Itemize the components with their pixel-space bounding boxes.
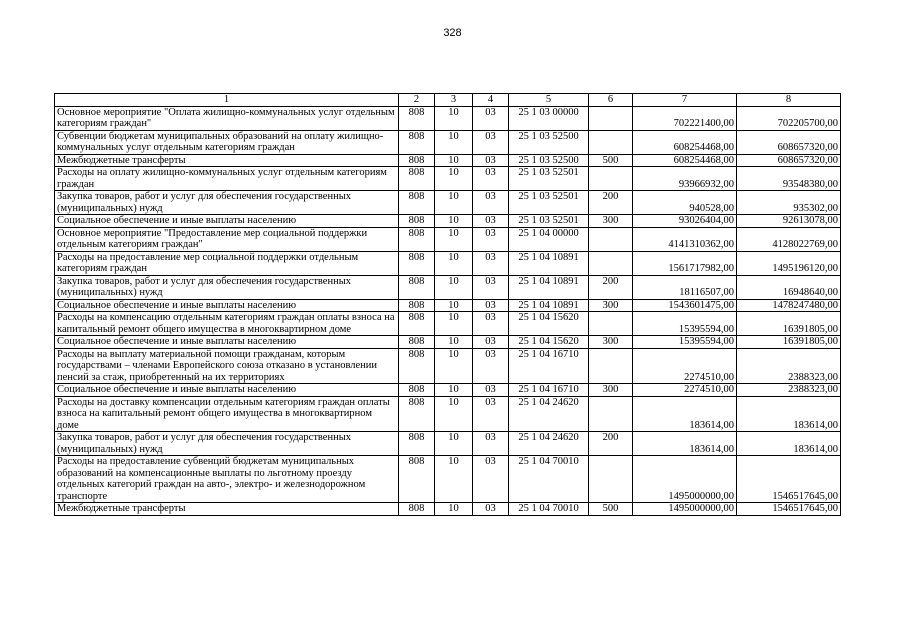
amount-year2-cell: 183614,00 bbox=[737, 396, 841, 432]
amount-year1-cell: 183614,00 bbox=[633, 396, 737, 432]
amount-year2-cell: 608657320,00 bbox=[737, 130, 841, 154]
target-article-cell: 25 1 03 52500 bbox=[509, 154, 589, 167]
rzpr-cell: 808 bbox=[399, 432, 435, 456]
target-article-cell: 25 1 04 10891 bbox=[509, 275, 589, 299]
amount-year1-cell: 608254468,00 bbox=[633, 130, 737, 154]
row-name-cell: Расходы на выплату материальной помощи гражданам, которым государствами – членами Европейского союза отказано в установлении пенсий за стаж, приобретенный на их территориях bbox=[55, 348, 399, 384]
expense-type-cell: 500 bbox=[589, 503, 633, 516]
subsection-cell: 03 bbox=[473, 456, 509, 503]
amount-year1-cell: 93026404,00 bbox=[633, 215, 737, 228]
amount-year1-cell: 183614,00 bbox=[633, 432, 737, 456]
section-cell: 10 bbox=[435, 106, 473, 130]
amount-year2-cell: 183614,00 bbox=[737, 432, 841, 456]
header-row bbox=[55, 94, 841, 107]
expense-type-cell: 500 bbox=[589, 154, 633, 167]
row-name-cell: Расходы на предоставление мер социальной поддержки отдельным категориям граждан bbox=[55, 251, 399, 275]
row-name-cell: Межбюджетные трансферты bbox=[55, 503, 399, 516]
rzpr-cell: 808 bbox=[399, 456, 435, 503]
target-article-cell: 25 1 04 10891 bbox=[509, 299, 589, 312]
amount-year2-cell: 4128022769,00 bbox=[737, 227, 841, 251]
subsection-cell: 03 bbox=[473, 336, 509, 349]
row-name-cell: Закупка товаров, работ и услуг для обеспечения государственных (муниципальных) нужд bbox=[55, 191, 399, 215]
section-cell: 10 bbox=[435, 154, 473, 167]
expense-type-cell bbox=[589, 396, 633, 432]
amount-year1-cell: 940528,00 bbox=[633, 191, 737, 215]
row-name-cell: Основное мероприятие "Оплата жилищно-коммунальных услуг отдельным категориям граждан" bbox=[55, 106, 399, 130]
column-header: 2 bbox=[399, 94, 435, 107]
subsection-cell: 03 bbox=[473, 215, 509, 228]
table-row bbox=[55, 251, 841, 275]
amount-year1-cell: 93966932,00 bbox=[633, 167, 737, 191]
section-cell: 10 bbox=[435, 215, 473, 228]
table-row bbox=[55, 312, 841, 336]
table-row bbox=[55, 299, 841, 312]
amount-year2-cell: 93548380,00 bbox=[737, 167, 841, 191]
section-cell: 10 bbox=[435, 299, 473, 312]
table-row bbox=[55, 456, 841, 503]
target-article-cell: 25 1 03 52501 bbox=[509, 167, 589, 191]
rzpr-cell: 808 bbox=[399, 227, 435, 251]
table-row bbox=[55, 275, 841, 299]
section-cell: 10 bbox=[435, 348, 473, 384]
amount-year1-cell: 702221400,00 bbox=[633, 106, 737, 130]
subsection-cell: 03 bbox=[473, 384, 509, 397]
target-article-cell: 25 1 04 16710 bbox=[509, 384, 589, 397]
amount-year1-cell: 2274510,00 bbox=[633, 348, 737, 384]
table-row bbox=[55, 384, 841, 397]
rzpr-cell: 808 bbox=[399, 384, 435, 397]
row-name-cell: Расходы на предоставление субвенций бюджетам муниципальных образований на компенсационные выплаты по льготному проезду отдельных категорий граждан на авто-, электро- и железнодорожном транспорте bbox=[55, 456, 399, 503]
target-article-cell: 25 1 04 24620 bbox=[509, 432, 589, 456]
amount-year2-cell: 16391805,00 bbox=[737, 312, 841, 336]
table-row bbox=[55, 348, 841, 384]
amount-year1-cell: 15395594,00 bbox=[633, 312, 737, 336]
amount-year2-cell: 1495196120,00 bbox=[737, 251, 841, 275]
section-cell: 10 bbox=[435, 251, 473, 275]
section-cell: 10 bbox=[435, 432, 473, 456]
target-article-cell: 25 1 04 15620 bbox=[509, 312, 589, 336]
budget-table bbox=[54, 93, 841, 516]
target-article-cell: 25 1 03 52501 bbox=[509, 215, 589, 228]
table-row bbox=[55, 227, 841, 251]
section-cell: 10 bbox=[435, 312, 473, 336]
table-row bbox=[55, 215, 841, 228]
expense-type-cell: 200 bbox=[589, 191, 633, 215]
section-cell: 10 bbox=[435, 191, 473, 215]
amount-year1-cell: 608254468,00 bbox=[633, 154, 737, 167]
section-cell: 10 bbox=[435, 456, 473, 503]
amount-year2-cell: 16391805,00 bbox=[737, 336, 841, 349]
rzpr-cell: 808 bbox=[399, 299, 435, 312]
target-article-cell: 25 1 03 52501 bbox=[509, 191, 589, 215]
subsection-cell: 03 bbox=[473, 312, 509, 336]
row-name-cell: Социальное обеспечение и иные выплаты населению bbox=[55, 336, 399, 349]
expense-type-cell bbox=[589, 348, 633, 384]
subsection-cell: 03 bbox=[473, 503, 509, 516]
rzpr-cell: 808 bbox=[399, 312, 435, 336]
expense-type-cell bbox=[589, 456, 633, 503]
amount-year2-cell: 608657320,00 bbox=[737, 154, 841, 167]
table-row bbox=[55, 432, 841, 456]
amount-year2-cell: 1546517645,00 bbox=[737, 456, 841, 503]
table-row bbox=[55, 336, 841, 349]
amount-year2-cell: 2388323,00 bbox=[737, 384, 841, 397]
section-cell: 10 bbox=[435, 227, 473, 251]
row-name-cell: Субвенции бюджетам муниципальных образований на оплату жилищно-коммунальных услуг отдельным категориям граждан bbox=[55, 130, 399, 154]
subsection-cell: 03 bbox=[473, 154, 509, 167]
subsection-cell: 03 bbox=[473, 191, 509, 215]
column-header: 3 bbox=[435, 94, 473, 107]
table-row bbox=[55, 154, 841, 167]
amount-year1-cell: 1495000000,00 bbox=[633, 456, 737, 503]
amount-year1-cell: 18116507,00 bbox=[633, 275, 737, 299]
table-row bbox=[55, 106, 841, 130]
section-cell: 10 bbox=[435, 167, 473, 191]
subsection-cell: 03 bbox=[473, 348, 509, 384]
target-article-cell: 25 1 03 52500 bbox=[509, 130, 589, 154]
expense-type-cell: 300 bbox=[589, 215, 633, 228]
row-name-cell: Социальное обеспечение и иные выплаты населению bbox=[55, 215, 399, 228]
expense-type-cell bbox=[589, 106, 633, 130]
target-article-cell: 25 1 04 70010 bbox=[509, 503, 589, 516]
target-article-cell: 25 1 03 00000 bbox=[509, 106, 589, 130]
rzpr-cell: 808 bbox=[399, 251, 435, 275]
section-cell: 10 bbox=[435, 384, 473, 397]
amount-year1-cell: 1543601475,00 bbox=[633, 299, 737, 312]
section-cell: 10 bbox=[435, 130, 473, 154]
target-article-cell: 25 1 04 24620 bbox=[509, 396, 589, 432]
rzpr-cell: 808 bbox=[399, 106, 435, 130]
expense-type-cell bbox=[589, 251, 633, 275]
expense-type-cell bbox=[589, 312, 633, 336]
section-cell: 10 bbox=[435, 503, 473, 516]
amount-year1-cell: 4141310362,00 bbox=[633, 227, 737, 251]
rzpr-cell: 808 bbox=[399, 348, 435, 384]
subsection-cell: 03 bbox=[473, 167, 509, 191]
row-name-cell: Расходы на компенсацию отдельным категориям граждан оплаты взноса на капитальный ремонт общего имущества в многоквартирном доме bbox=[55, 312, 399, 336]
amount-year2-cell: 702205700,00 bbox=[737, 106, 841, 130]
rzpr-cell: 808 bbox=[399, 396, 435, 432]
expense-type-cell: 300 bbox=[589, 299, 633, 312]
target-article-cell: 25 1 04 00000 bbox=[509, 227, 589, 251]
amount-year1-cell: 1561717982,00 bbox=[633, 251, 737, 275]
amount-year2-cell: 935302,00 bbox=[737, 191, 841, 215]
subsection-cell: 03 bbox=[473, 106, 509, 130]
table-row bbox=[55, 167, 841, 191]
section-cell: 10 bbox=[435, 396, 473, 432]
target-article-cell: 25 1 04 15620 bbox=[509, 336, 589, 349]
rzpr-cell: 808 bbox=[399, 167, 435, 191]
subsection-cell: 03 bbox=[473, 275, 509, 299]
section-cell: 10 bbox=[435, 275, 473, 299]
rzpr-cell: 808 bbox=[399, 154, 435, 167]
row-name-cell: Социальное обеспечение и иные выплаты населению bbox=[55, 299, 399, 312]
page-number: 328 bbox=[443, 27, 462, 39]
row-name-cell: Социальное обеспечение и иные выплаты населению bbox=[55, 384, 399, 397]
amount-year1-cell: 15395594,00 bbox=[633, 336, 737, 349]
expense-type-cell bbox=[589, 227, 633, 251]
target-article-cell: 25 1 04 70010 bbox=[509, 456, 589, 503]
amount-year1-cell: 2274510,00 bbox=[633, 384, 737, 397]
section-cell: 10 bbox=[435, 336, 473, 349]
expense-type-cell: 200 bbox=[589, 432, 633, 456]
amount-year2-cell: 92613078,00 bbox=[737, 215, 841, 228]
table-row bbox=[55, 503, 841, 516]
table-row bbox=[55, 130, 841, 154]
rzpr-cell: 808 bbox=[399, 191, 435, 215]
expense-type-cell: 300 bbox=[589, 336, 633, 349]
expense-type-cell: 300 bbox=[589, 384, 633, 397]
target-article-cell: 25 1 04 10891 bbox=[509, 251, 589, 275]
subsection-cell: 03 bbox=[473, 432, 509, 456]
row-name-cell: Закупка товаров, работ и услуг для обеспечения государственных (муниципальных) нужд bbox=[55, 275, 399, 299]
column-header: 6 bbox=[589, 94, 633, 107]
column-header: 4 bbox=[473, 94, 509, 107]
expense-type-cell: 200 bbox=[589, 275, 633, 299]
row-name-cell: Межбюджетные трансферты bbox=[55, 154, 399, 167]
target-article-cell: 25 1 04 16710 bbox=[509, 348, 589, 384]
column-header: 7 bbox=[633, 94, 737, 107]
subsection-cell: 03 bbox=[473, 130, 509, 154]
subsection-cell: 03 bbox=[473, 396, 509, 432]
column-header: 8 bbox=[737, 94, 841, 107]
expense-type-cell bbox=[589, 167, 633, 191]
amount-year2-cell: 1478247480,00 bbox=[737, 299, 841, 312]
subsection-cell: 03 bbox=[473, 227, 509, 251]
amount-year2-cell: 16948640,00 bbox=[737, 275, 841, 299]
rzpr-cell: 808 bbox=[399, 130, 435, 154]
rzpr-cell: 808 bbox=[399, 215, 435, 228]
row-name-cell: Основное мероприятие "Предоставление мер социальной поддержки отдельным категориям граждан" bbox=[55, 227, 399, 251]
row-name-cell: Закупка товаров, работ и услуг для обеспечения государственных (муниципальных) нужд bbox=[55, 432, 399, 456]
column-header: 1 bbox=[55, 94, 399, 107]
rzpr-cell: 808 bbox=[399, 336, 435, 349]
amount-year1-cell: 1495000000,00 bbox=[633, 503, 737, 516]
rzpr-cell: 808 bbox=[399, 503, 435, 516]
subsection-cell: 03 bbox=[473, 251, 509, 275]
expense-type-cell bbox=[589, 130, 633, 154]
table-row bbox=[55, 191, 841, 215]
column-header: 5 bbox=[509, 94, 589, 107]
amount-year2-cell: 1546517645,00 bbox=[737, 503, 841, 516]
subsection-cell: 03 bbox=[473, 299, 509, 312]
row-name-cell: Расходы на оплату жилищно-коммунальных услуг отдельным категориям граждан bbox=[55, 167, 399, 191]
table-row bbox=[55, 396, 841, 432]
rzpr-cell: 808 bbox=[399, 275, 435, 299]
row-name-cell: Расходы на доставку компенсации отдельным категориям граждан оплаты взноса на капитальный ремонт общего имущества в многоквартирном доме bbox=[55, 396, 399, 432]
amount-year2-cell: 2388323,00 bbox=[737, 348, 841, 384]
